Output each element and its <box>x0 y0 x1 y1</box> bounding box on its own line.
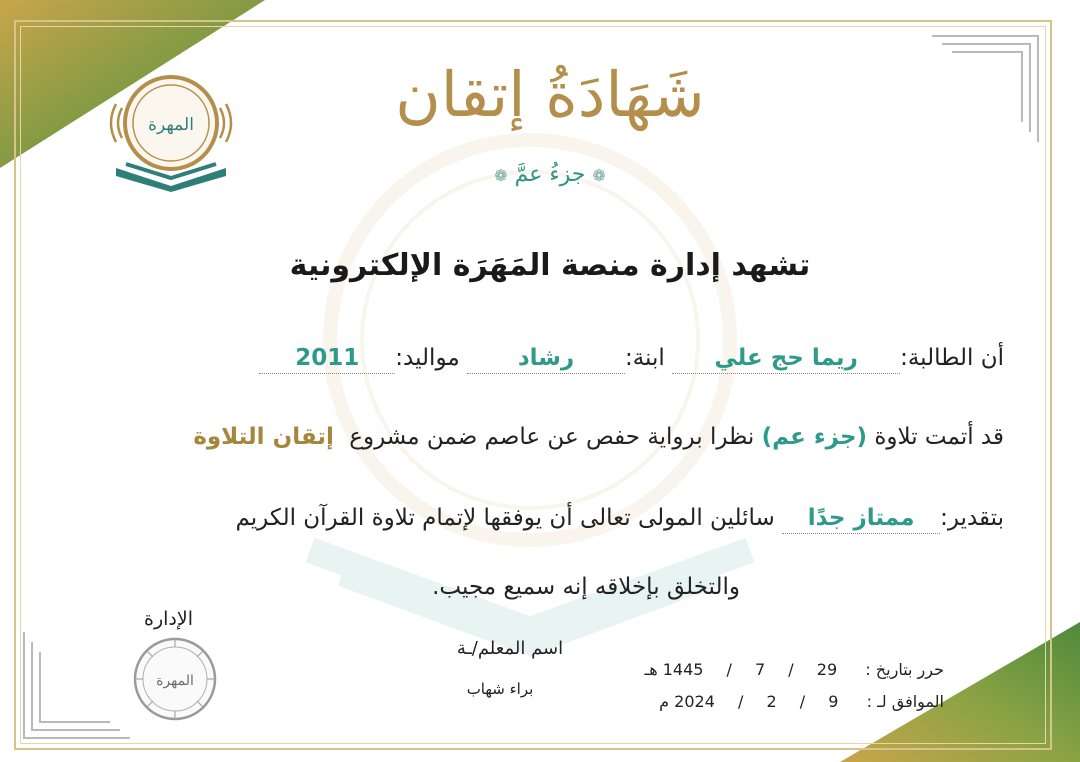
bottom-left-line-ornament <box>20 630 132 742</box>
gregorian-day: 9 <box>828 692 839 711</box>
grade-line <box>235 504 1004 534</box>
gregorian-label: الموافق لـ : <box>866 692 944 711</box>
hijri-day: 29 <box>816 660 838 679</box>
completion-mid: نظرا برواية حفص عن عاصم ضمن مشروع <box>349 424 755 450</box>
completion-prefix: قد أتمت تلاوة <box>874 424 1004 450</box>
prayer-line-2: والتخلق بإخلاقه إنه سميع مجيب. <box>432 574 740 600</box>
hijri-year: 1445 هـ <box>644 660 704 679</box>
daughter-label: ابنة: <box>624 345 665 371</box>
hijri-label: حرر بتاريخ : <box>865 660 944 679</box>
grade-label: بتقدير: <box>940 505 1004 531</box>
student-label: أن الطالبة: <box>900 345 1004 371</box>
prayer-line-1: سائلين المولى تعالى أن يوفقها لإتمام تلاوة القرآن الكريم <box>235 505 775 531</box>
student-info-line <box>259 344 1004 374</box>
birth-year-field: 2011 <box>259 344 395 374</box>
prayer-line <box>432 574 740 600</box>
teacher-label: اسم المعلم/ـة <box>456 638 564 659</box>
completion-line <box>193 424 1004 450</box>
certificate-subtitle <box>470 162 630 187</box>
certificate-title: شَهَادَةُ إتقان <box>395 58 705 131</box>
almahara-logo <box>108 68 234 194</box>
administration-stamp <box>132 636 218 722</box>
subtitle-text: جزءُ عمَّ <box>514 162 586 187</box>
father-name-field: رشاد <box>467 344 625 374</box>
certificate-heading: تشهد إدارة منصة المَهَرَة الإلكترونية <box>289 248 811 283</box>
admin-label: الإدارة <box>144 608 193 630</box>
part-name: (جزء عم) <box>761 424 868 450</box>
project-name: إتقان التلاوة <box>193 424 334 450</box>
left-ornament-icon: ❁ <box>494 166 508 185</box>
gregorian-year: 2024 م <box>659 692 715 711</box>
grade-value-field: ممتاز جدًا <box>782 504 940 534</box>
gregorian-month: 2 <box>766 692 777 711</box>
top-right-line-ornament <box>930 32 1042 144</box>
svg-text:المهرة: المهرة <box>148 115 194 135</box>
student-name-field: ريما حج علي <box>672 344 900 374</box>
right-ornament-icon: ❁ <box>592 166 606 185</box>
hijri-month: 7 <box>755 660 766 679</box>
gregorian-date-line: الموافق لـ : 9 / 2 / 2024 م <box>659 692 944 711</box>
svg-text:المهرة: المهرة <box>156 673 194 689</box>
born-label: مواليد: <box>395 345 460 371</box>
hijri-date-line: حرر بتاريخ : 29 / 7 / 1445 هـ <box>644 660 944 679</box>
teacher-name: براء شهاب <box>466 680 534 698</box>
